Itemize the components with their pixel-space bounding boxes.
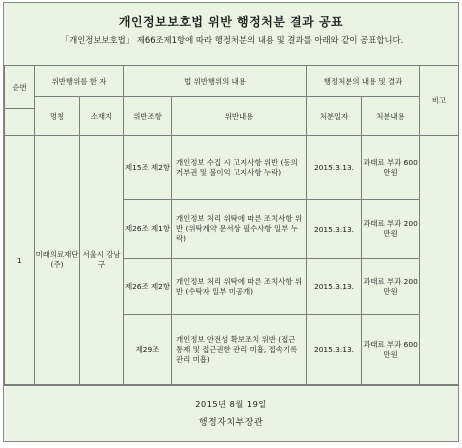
entry-no: 1: [5, 136, 35, 385]
row-disposition: 과태료 부과 200만원: [362, 200, 420, 259]
publication-date: 2015년 8월 19일: [195, 399, 267, 409]
entry-name: 미래의료재단(주): [35, 136, 80, 385]
header-remark: 비고: [420, 66, 459, 136]
issuing-authority: 행정자치부장관: [198, 418, 264, 428]
header-disposition: 처분내용: [362, 97, 420, 136]
header-no: 순번: [5, 66, 35, 109]
header-result: 행정처분의 내용 및 결과: [307, 66, 420, 97]
publication-document: [3, 2, 459, 442]
header-name: 명칭: [35, 97, 80, 136]
header-no-spacer: [5, 109, 35, 136]
header-article: 위반조항: [124, 97, 172, 136]
row-article: 제15조 제2항: [124, 136, 172, 200]
entry-location: 서울시 강남구: [80, 136, 124, 385]
disposition-table: [4, 65, 459, 385]
row-article: 제26조 제2항: [124, 259, 172, 315]
row-content: 개인정보 처리 위탁에 따른 조치사항 위반 (위탁계약 문서상 필수사항 일부 누락): [172, 200, 307, 259]
row-article: 제29조: [124, 315, 172, 385]
row-content: 개인정보 처리 위탁에 따른 조치사항 위반 (수탁자 일부 미공개): [172, 259, 307, 315]
row-disposition: 과태료 부과 200만원: [362, 259, 420, 315]
row-content: 개인정보 수집 시 고지사항 위반 (동의거부권 및 불이익 고지사항 누락): [172, 136, 307, 200]
row-disposition: 과태료 부과 600만원: [362, 136, 420, 200]
intro-text: 「개인정보보호법」 제66조제1항에 따라 행정처분의 내용 및 결과를 아래와 같이 공표합니다.: [60, 35, 404, 45]
header-location: 소재지: [80, 97, 124, 136]
document-title: 개인정보보호법 위반 행정처분 결과 공표: [118, 15, 344, 29]
row-content: 개인정보 안전성 확보조치 위반 (접근통제 및 접근권한 관리 미흡, 접속기록 관리 미흡): [172, 315, 307, 385]
header-act: 법 위반행위의 내용: [124, 66, 307, 97]
row-date: 2015.3.13.: [307, 259, 362, 315]
row-date: 2015.3.13.: [307, 200, 362, 259]
header-content: 위반내용: [172, 97, 307, 136]
row-article: 제26조 제1항: [124, 200, 172, 259]
row-date: 2015.3.13.: [307, 136, 362, 200]
row-disposition: 과태료 부과 600만원: [362, 315, 420, 385]
header-date: 처분일자: [307, 97, 362, 136]
row-remark: [420, 136, 459, 385]
row-date: 2015.3.13.: [307, 315, 362, 385]
document-footer: [4, 385, 458, 442]
header-violator: 위반행위를 한 자: [35, 66, 124, 97]
